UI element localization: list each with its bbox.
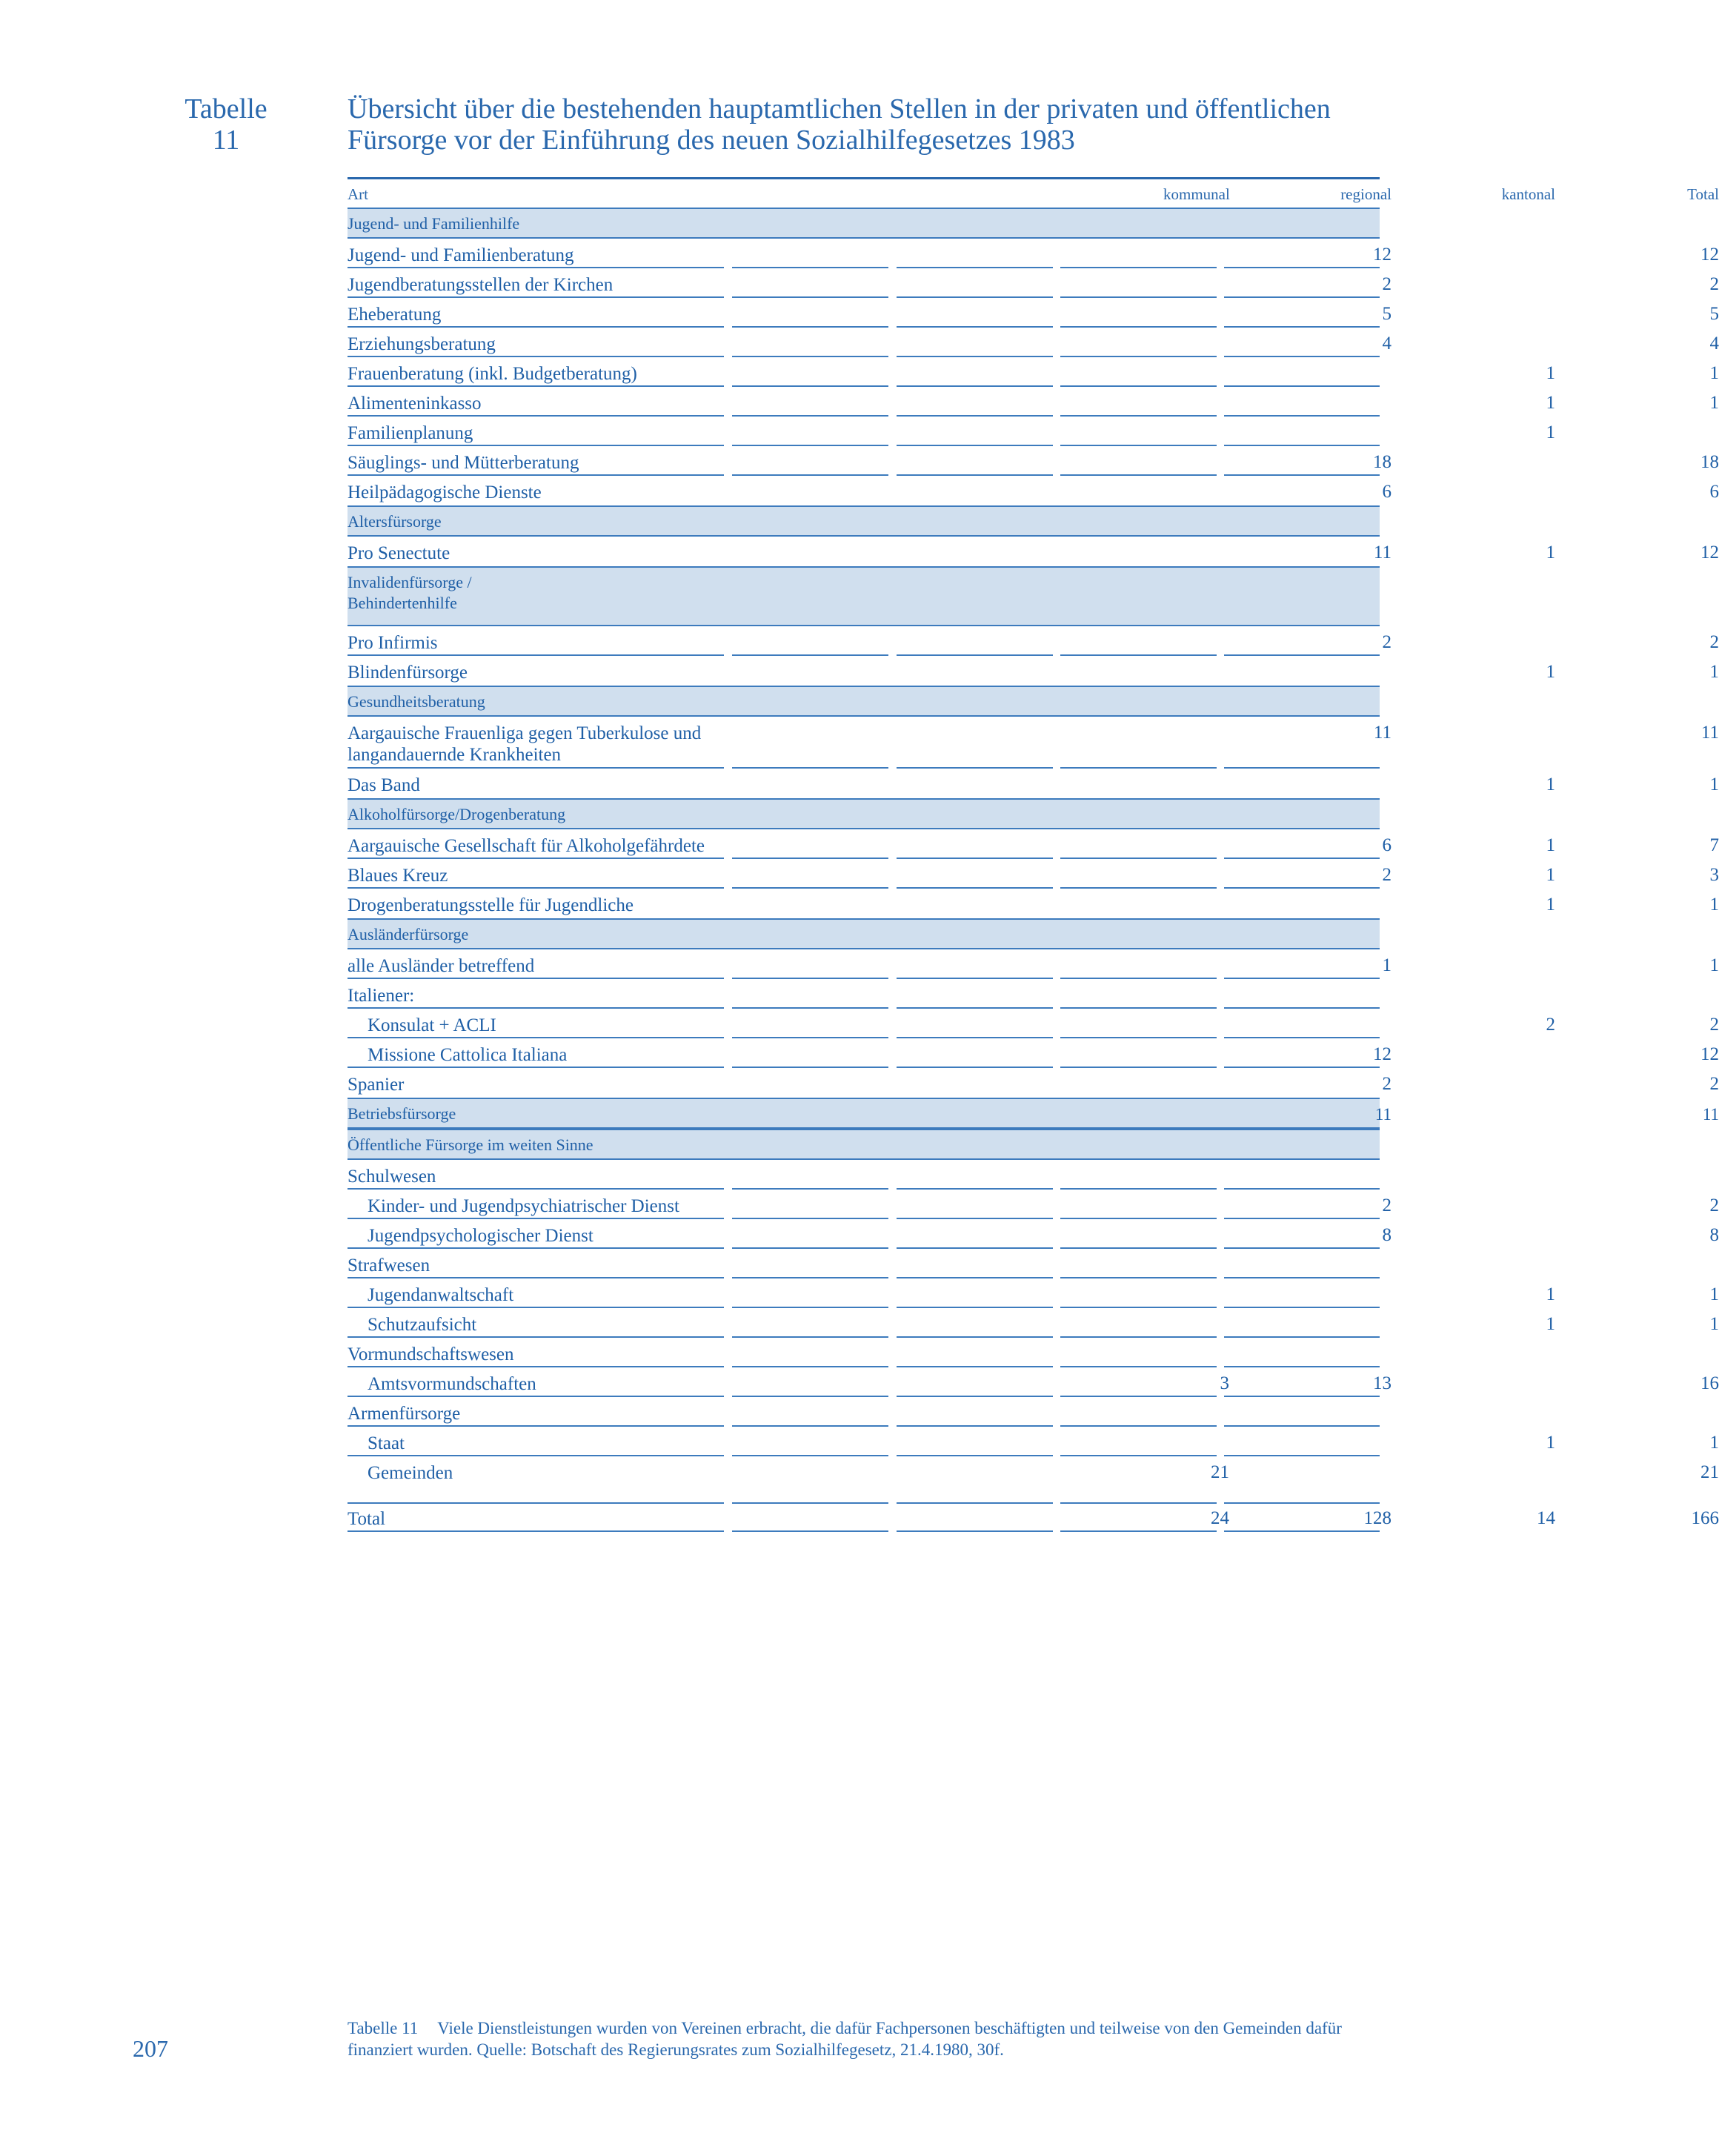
- row-label: [348, 835, 705, 857]
- row-label-line: Gemeinden: [368, 1463, 453, 1483]
- cell-total: 1: [1709, 363, 1719, 383]
- category-label: [348, 691, 485, 712]
- row-label-line: Jugendberatungsstellen der Kirchen: [348, 275, 614, 295]
- table-row: [348, 626, 1719, 656]
- row-label-line: Gesundheitsberatung: [348, 692, 485, 711]
- category-label: [348, 924, 468, 945]
- cell-kantonal: 1: [1546, 1433, 1555, 1453]
- table-row: [348, 328, 1719, 357]
- cell-total: 18: [1700, 452, 1719, 472]
- table-row: [348, 1038, 1719, 1068]
- row-label-line: Alimenteninkasso: [348, 394, 482, 414]
- row-label-line: Jugendpsychologischer Dienst: [368, 1226, 593, 1246]
- cell-regional: 1: [1382, 955, 1392, 975]
- cell-total: 21: [1700, 1462, 1719, 1482]
- row-label-line: Jugendanwaltschaft: [368, 1285, 514, 1305]
- row-label-line: Das Band: [348, 775, 420, 795]
- table-body: [348, 208, 1719, 1486]
- category-row: [348, 505, 1380, 537]
- table-row: [348, 387, 1719, 417]
- row-label-line: Spanier: [348, 1075, 405, 1095]
- row-label-line: Säuglings- und Mütterberatung: [348, 453, 579, 473]
- category-label: [348, 572, 472, 614]
- cell-kantonal: 1: [1546, 543, 1555, 563]
- cell-regional: 4: [1382, 334, 1392, 354]
- category-row: [348, 208, 1380, 239]
- row-label: [368, 1433, 405, 1454]
- table-row: [348, 717, 1719, 769]
- table-row: [348, 357, 1719, 387]
- cell-total: 1: [1709, 895, 1719, 915]
- table-row: [348, 979, 1380, 1009]
- cell-total: 7: [1709, 835, 1719, 855]
- row-label: [368, 1044, 567, 1066]
- cell-total: 1: [1709, 1284, 1719, 1304]
- cell-kantonal: 1: [1546, 363, 1555, 383]
- cell-total: 3: [1709, 865, 1719, 885]
- column-header-art: Art: [348, 185, 368, 203]
- cell-total: 2: [1709, 1074, 1719, 1094]
- table-label: [148, 93, 304, 156]
- cell-total: 1: [1709, 955, 1719, 975]
- cell-kommunal: 3: [1220, 1373, 1229, 1393]
- table-row: [348, 769, 1719, 798]
- cell-total: 12: [1700, 543, 1719, 563]
- cell-kantonal: 1: [1546, 1314, 1555, 1334]
- row-label-line: Öffentliche Fürsorge im weiten Sinne: [348, 1135, 593, 1154]
- row-label-line: Alkoholfürsorge/Drogenberatung: [348, 805, 566, 823]
- row-label: [348, 452, 579, 474]
- cell-regional: 2: [1382, 274, 1392, 294]
- cell-total: 2: [1709, 1015, 1719, 1035]
- row-label-line: Pro Senectute: [348, 543, 450, 563]
- total-row: [348, 1502, 1719, 1532]
- column-header-kantonal: kantonal: [1501, 185, 1555, 203]
- row-label-line: alle Ausländer betreffend: [348, 956, 535, 976]
- row-label: [348, 1074, 404, 1095]
- table-row: [348, 1397, 1380, 1427]
- page-title: [348, 93, 1400, 156]
- table-row: [348, 1160, 1380, 1190]
- row-label-line: Invalidenfürsorge /: [348, 573, 472, 591]
- row-label-line: Drogenberatungsstelle für Jugendliche: [348, 895, 634, 915]
- cell-regional: 2: [1382, 632, 1392, 652]
- cell-total: 8: [1709, 1225, 1719, 1245]
- cell-regional: 18: [1373, 452, 1392, 472]
- row-label: [368, 1284, 513, 1306]
- row-label: [348, 662, 468, 683]
- cell-total: 6: [1709, 482, 1719, 502]
- row-label: [348, 304, 441, 325]
- row-label-line: Ausländerfürsorge: [348, 925, 469, 943]
- row-label-line: Jugend- und Familienberatung: [348, 245, 574, 265]
- row-label: [368, 1225, 593, 1247]
- table-row: [348, 1456, 1719, 1486]
- column-header-regional: regional: [1340, 185, 1392, 203]
- category-label: [348, 804, 565, 825]
- cell-regional: 6: [1382, 482, 1392, 502]
- cell-kantonal: 1: [1546, 662, 1555, 682]
- row-label-line: Jugend- und Familienhilfe: [348, 214, 520, 233]
- row-label: [368, 1314, 476, 1336]
- cell-total: 4: [1709, 334, 1719, 354]
- total-total: 166: [1691, 1508, 1719, 1528]
- row-label: [368, 1195, 679, 1217]
- row-label-line: Frauenberatung (inkl. Budgetberatung): [348, 364, 637, 384]
- category-label: [348, 213, 519, 234]
- cell-total: 2: [1709, 1195, 1719, 1215]
- title-line-1: Übersicht über die bestehenden hauptamtlichen Stellen in der privaten und öffentlichen: [348, 93, 1331, 125]
- category-row: [348, 798, 1380, 829]
- row-label-line: Erziehungsberatung: [348, 334, 496, 354]
- row-label-line: Aargauische Gesellschaft für Alkoholgefährdete: [348, 836, 705, 856]
- row-label: [348, 274, 613, 296]
- cell-total: 1: [1709, 1314, 1719, 1334]
- caption-tag: Tabelle 11: [348, 2019, 419, 2037]
- cell-total: 11: [1702, 1105, 1719, 1124]
- table-row: [348, 268, 1719, 298]
- table-row: [348, 239, 1719, 268]
- row-label: [368, 1373, 536, 1395]
- caption-text: Viele Dienstleistungen wurden von Vereinen erbracht, die dafür Fachpersonen beschäftigten und teilweise von den Gemeinden dafür finanziert wurden. Quelle: Botschaft des Regierungsrates zum Sozialhilfegesetz, 21.4.1980, 30f.: [348, 2019, 1342, 2059]
- cell-regional: 11: [1374, 1105, 1392, 1124]
- row-label: [348, 1403, 460, 1424]
- table-row: [348, 656, 1719, 686]
- row-label-line: Altersfürsorge: [348, 512, 442, 531]
- table-label-number: 11: [212, 125, 240, 156]
- row-label: [348, 334, 496, 355]
- row-label-line: Heilpädagogische Dienste: [348, 482, 542, 502]
- table-row: [348, 476, 1719, 505]
- category-row: [348, 918, 1380, 949]
- table-row: [348, 1278, 1719, 1308]
- cell-total: 5: [1709, 304, 1719, 324]
- row-label: [368, 1015, 496, 1036]
- cell-kantonal: 1: [1546, 774, 1555, 795]
- table-row: [348, 1308, 1719, 1338]
- cell-kantonal: 1: [1546, 865, 1555, 885]
- row-label-line: Kinder- und Jugendpsychiatrischer Dienst: [368, 1196, 679, 1216]
- table-row: [348, 1068, 1719, 1098]
- cell-kantonal: 2: [1546, 1015, 1555, 1035]
- row-label-line: Strafwesen: [348, 1256, 430, 1276]
- table-header: [348, 177, 1719, 208]
- row-label: [348, 774, 420, 796]
- row-label-line: Staat: [368, 1433, 405, 1453]
- cell-regional: 2: [1382, 1195, 1392, 1215]
- cell-total: 16: [1700, 1373, 1719, 1393]
- category-row: [348, 686, 1380, 717]
- row-label: [348, 895, 634, 916]
- cell-regional: 2: [1382, 1074, 1392, 1094]
- category-label: [348, 1135, 593, 1155]
- cell-regional: 13: [1373, 1373, 1392, 1393]
- cell-regional: 11: [1373, 543, 1392, 563]
- cell-kantonal: 1: [1546, 835, 1555, 855]
- category-row: [348, 566, 1380, 626]
- row-label: [348, 363, 637, 385]
- table-row: [348, 949, 1719, 979]
- row-label: [348, 723, 701, 766]
- row-label: [348, 1344, 514, 1365]
- row-label: [348, 1255, 430, 1276]
- cell-regional: 8: [1382, 1225, 1392, 1245]
- page-number: 207: [133, 2035, 168, 2062]
- cell-total: 11: [1700, 723, 1719, 743]
- cell-total: 1: [1709, 1433, 1719, 1453]
- cell-regional: 12: [1373, 1044, 1392, 1064]
- cell-kantonal: 1: [1546, 422, 1555, 442]
- cell-kantonal: 1: [1546, 1284, 1555, 1304]
- table-row: [348, 417, 1555, 446]
- row-label-line: Aargauische Frauenliga gegen Tuberkulose und: [348, 723, 702, 743]
- category-label: [348, 1104, 456, 1124]
- table-row: [348, 889, 1719, 918]
- cell-total: 1: [1709, 393, 1719, 413]
- cell-total: 1: [1709, 662, 1719, 682]
- row-label-line: Pro Infirmis: [348, 633, 438, 653]
- row-label: [348, 543, 450, 564]
- row-label-line: Schutzaufsicht: [368, 1315, 477, 1335]
- table-row: [348, 1338, 1380, 1367]
- row-label-line: langandauernde Krankheiten: [348, 745, 562, 765]
- row-label: [348, 245, 574, 266]
- column-header-kommunal: kommunal: [1163, 185, 1230, 203]
- row-label-line: Konsulat + ACLI: [368, 1015, 496, 1035]
- row-label: [348, 632, 438, 654]
- table-caption: [348, 2017, 1385, 2060]
- cell-regional: 12: [1373, 245, 1392, 265]
- row-label-line: Amtsvormundschaften: [368, 1374, 536, 1394]
- table-row: [348, 859, 1719, 889]
- row-label-line: Eheberatung: [348, 305, 442, 325]
- row-label: [348, 482, 542, 503]
- column-header-total: Total: [1687, 185, 1719, 203]
- table-row: [348, 1427, 1719, 1456]
- table-row: [348, 446, 1719, 476]
- cell-total: 2: [1709, 632, 1719, 652]
- cell-kantonal: 1: [1546, 393, 1555, 413]
- table-row: [348, 829, 1719, 859]
- category-label: [348, 511, 442, 532]
- row-label: [348, 1166, 436, 1187]
- total-regional: 128: [1363, 1508, 1392, 1528]
- row-label-line: Schulwesen: [348, 1167, 436, 1187]
- row-label-line: Italiener:: [348, 986, 415, 1006]
- table-row: [348, 1009, 1719, 1038]
- cell-total: 12: [1700, 1044, 1719, 1064]
- cell-total: 2: [1709, 274, 1719, 294]
- category-row: [348, 1098, 1719, 1129]
- cell-regional: 2: [1382, 865, 1392, 885]
- table-row: [348, 1190, 1719, 1219]
- cell-total: 1: [1709, 774, 1719, 795]
- cell-total: 12: [1700, 245, 1719, 265]
- table-row: [348, 1219, 1719, 1249]
- row-label: [348, 422, 473, 444]
- row-label-line: Vormundschaftswesen: [348, 1344, 514, 1364]
- table-row: [348, 1367, 1719, 1397]
- cell-regional: 6: [1382, 835, 1392, 855]
- row-label-line: Blaues Kreuz: [348, 866, 448, 886]
- row-label-line: Betriebsfürsorge: [348, 1104, 456, 1123]
- row-label-line: Behindertenhilfe: [348, 594, 457, 612]
- row-label: [348, 865, 448, 886]
- row-label-line: Armenfürsorge: [348, 1404, 461, 1424]
- total-kommunal: 24: [1211, 1508, 1229, 1528]
- title-line-2: Fürsorge vor der Einführung des neuen Sozialhilfegesetzes 1983: [348, 125, 1075, 156]
- cell-kantonal: 1: [1546, 895, 1555, 915]
- row-label-line: Familienplanung: [348, 423, 473, 443]
- table-row: [348, 298, 1719, 328]
- total-kantonal: 14: [1537, 1508, 1555, 1528]
- table-row: [348, 537, 1719, 566]
- row-label: [348, 985, 414, 1006]
- row-label-line: Missione Cattolica Italiana: [368, 1045, 568, 1065]
- cell-kommunal: 21: [1211, 1462, 1229, 1482]
- row-label: [368, 1462, 453, 1484]
- row-label: [348, 393, 482, 414]
- row-label-line: Blindenfürsorge: [348, 663, 468, 683]
- table-label-word: Tabelle: [184, 93, 267, 125]
- total-label: Total: [348, 1509, 386, 1529]
- table-row: [348, 1249, 1380, 1278]
- row-label: [348, 955, 534, 977]
- category-row: [348, 1129, 1380, 1160]
- staff-table: [348, 177, 1719, 1532]
- cell-regional: 11: [1373, 723, 1392, 743]
- cell-regional: 5: [1382, 304, 1392, 324]
